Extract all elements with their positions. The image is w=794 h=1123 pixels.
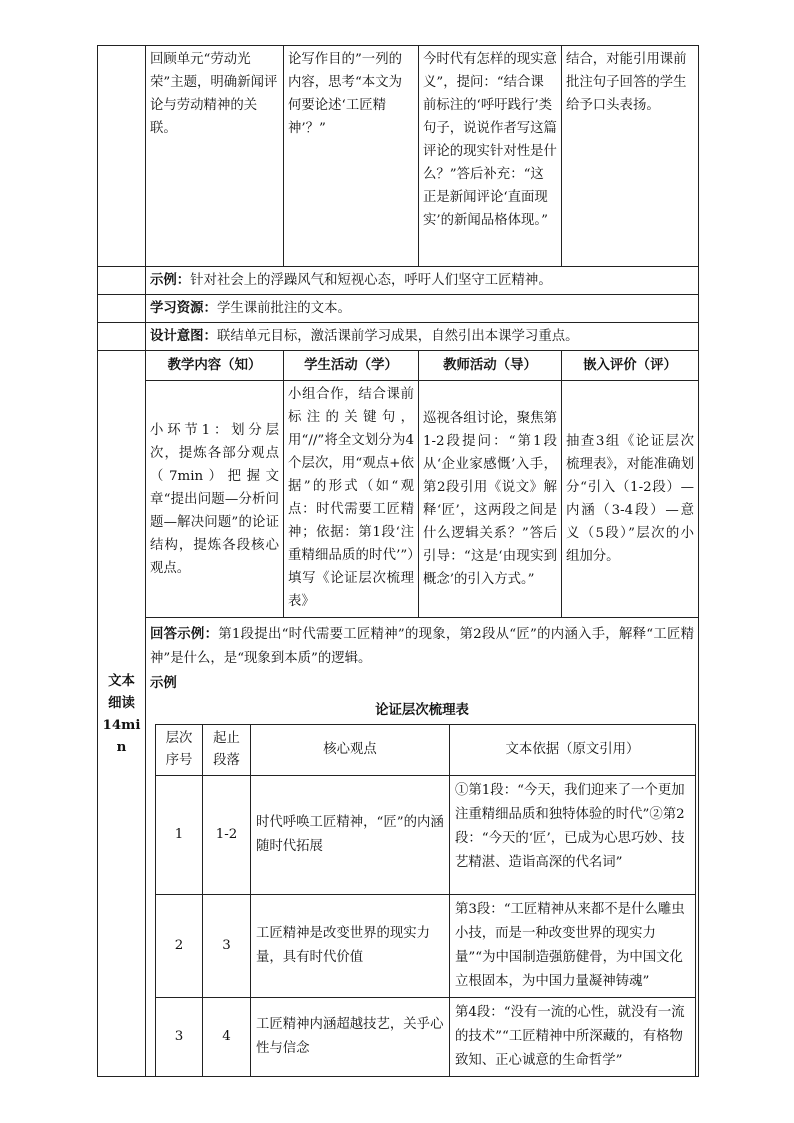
evaluation-cell: 结合，对能引用课前批注句子回答的学生给予口头表扬。 [562,46,699,267]
teacher-activity-cell: 今时代有怎样的现实意义”，提问：“结合课前标注的‘呼吁践行’类句子，说说作者写这篇评论的现实针对性是什么？”答后补充：“这正是新闻评论‘直面现实’的新闻品格体现。” [419,46,562,267]
row-num: 3 [156,998,203,1077]
answer-paragraph [150,622,694,671]
row-range: 3 [203,895,251,998]
activity-student-cell: 小组合作，结合课前标注的关键句，用“//”将全文划分为4个层次，用“观点+依据”的形式（如“观点：时代需要工匠精神；依据：第1段‘注重精细品质的时代’”）填写《论证层次梳理表》 [284,381,419,618]
header-teacher: 教师活动（导） [419,351,562,381]
resource-label: 学习资源： [150,300,217,316]
argument-structure-table [155,724,696,1076]
lesson-plan-page [97,45,698,1077]
continuation-row [98,46,699,267]
answer-text: 第1段提出“时代需要工匠精神”的现象，第2段从“匠”的内涵入手，解释“工匠精神”是什么，是“现象到本质”的逻辑。 [150,627,695,666]
header-content: 教学内容（知） [146,351,284,381]
example-label: 示例： [150,272,191,288]
sample-label: 示例 [150,675,177,691]
resource-row [98,295,699,323]
row-range: 1-2 [203,776,251,895]
row-evidence: ①第1段：“今天，我们迎来了一个更加注重精细品质和独特体验的时代”②第2段：“今天的‘匠’，已成为心思巧妙、技艺精湛、造诣高深的代名词” [450,776,696,895]
inner-header-num: 层次序号 [156,725,203,776]
content-cell: 回顾单元“劳动光荣”主题，明确新闻评论与劳动精神的关联。 [146,46,284,267]
section-label-time: 14min [102,716,141,755]
table-row [156,998,696,1077]
row-range: 4 [203,998,251,1077]
answer-cell [146,618,699,1077]
activity-content-cell: 小环节1：划分层次，提炼各部分观点（7min）把握文章“提出问题—分析问题—解决问题”的论证结构，提炼各段核心观点。 [146,381,284,618]
answer-row [98,618,699,1077]
section-label-line1: 文本 [108,672,135,689]
inner-header-evidence: 文本依据（原文引用） [450,725,696,776]
section-label-cell [98,351,146,1077]
row-view: 工匠精神是改变世界的现实力量，具有时代价值 [251,895,450,998]
row-view: 时代呼唤工匠精神，“匠”的内涵随时代拓展 [251,776,450,895]
table-row [156,895,696,998]
section-cell-empty [98,323,146,351]
row-view: 工匠精神内涵超越技艺，关乎心性与信念 [251,998,450,1077]
example-row [98,267,699,295]
intent-row [98,323,699,351]
intent-text: 联结单元目标，激活课前学习成果，自然引出本课学习重点。 [216,329,579,344]
section-cell-empty [98,295,146,323]
row-evidence: 第4段：“没有一流的心性，就没有一流的技术”“工匠精神中所深藏的，有格物致知、正心诚意的生命哲学” [450,998,696,1077]
header-evaluation: 嵌入评价（评） [562,351,699,381]
inner-header-range: 起止段落 [203,725,251,776]
activity-teacher-cell: 巡视各组讨论，聚焦第1-2段提问：“第1段从‘企业家感慨’入手，第2段引用《说文》解释‘匠’，这两段之间是什么逻辑关系？”答后引导：“这是‘由现实到概念’的引入方式。” [419,381,562,618]
lesson-plan-table [97,45,699,1077]
section-cell-empty [98,46,146,267]
resource-text: 学生课前批注的文本。 [216,301,351,316]
inner-table-title: 论证层次梳理表 [375,702,469,718]
header-student: 学生活动（学） [284,351,419,381]
row-evidence: 第3段：“工匠精神从来都不是什么雕虫小技，而是一种改变世界的现实力量”“为中国制造强筋健骨，为中国文化立根固本，为中国力量凝神铸魂” [450,895,696,998]
intent-label: 设计意图： [150,328,217,344]
row-num: 1 [156,776,203,895]
section-cell-empty [98,267,146,295]
activity-row [98,381,699,618]
inner-header-view: 核心观点 [251,725,450,776]
example-text: 针对社会上的浮躁风气和短视心态，呼吁人们坚守工匠精神。 [190,273,552,288]
answer-label: 回答示例： [150,626,219,642]
student-activity-cell: 论写作目的”一列的内容，思考“本文为何要论述‘工匠精神’？” [284,46,419,267]
inner-header-row [156,725,696,776]
activity-evaluation-cell: 抽查3组《论证层次梳理表》，对能准确划分“引入（1-2段）—内涵（3-4段）—意义（5段）”层次的小组加分。 [562,381,699,618]
section-label-line2: 细读 [108,694,135,711]
header-row [98,351,699,381]
table-row [156,776,696,895]
row-num: 2 [156,895,203,998]
